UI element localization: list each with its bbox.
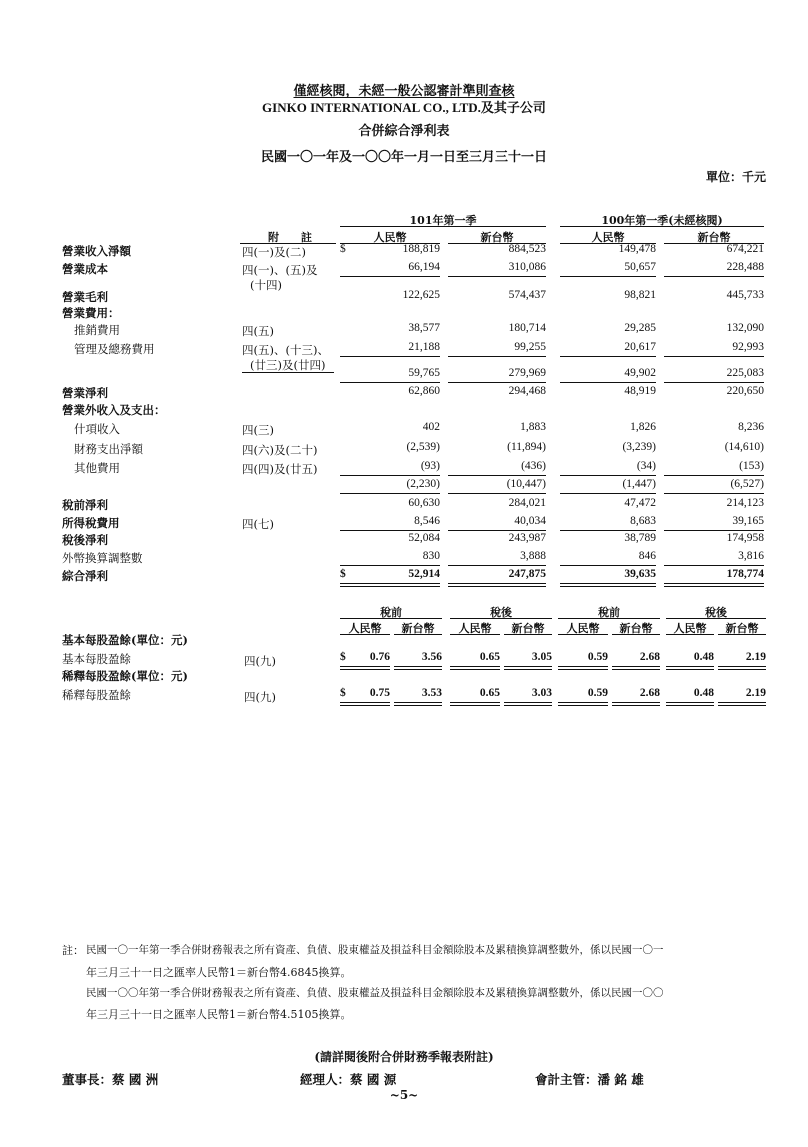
eps-cell: 3.05 [531, 651, 552, 663]
rule [340, 565, 440, 566]
cell: 21,188 [408, 341, 440, 353]
double-rule [558, 666, 608, 670]
cell: (93) [420, 460, 440, 472]
cell: 62,860 [408, 385, 440, 397]
cell: 50,657 [624, 261, 656, 273]
eps-col-rmb: 人民幣 [566, 622, 600, 635]
row-note-finance-cost: 四(六)及(二十) [242, 443, 318, 457]
statement-period: 民國一〇一年及一〇〇年一月一日至三月三十一日 [260, 150, 547, 165]
group-100-rule [560, 226, 764, 227]
group-101-rule [340, 226, 546, 227]
eps-col-rmb: 人民幣 [348, 622, 382, 635]
rule [340, 475, 440, 476]
cell: 149,478 [618, 243, 656, 255]
eps-group-aftertax-100: 稅後 [705, 606, 727, 619]
cell: 29,285 [624, 322, 656, 334]
cell: 884,523 [508, 243, 546, 255]
cell: 310,086 [508, 261, 546, 273]
rule [612, 634, 660, 635]
currency-symbol: $ [340, 687, 346, 699]
cell: (34) [636, 460, 656, 472]
rule [666, 634, 714, 635]
eps-cell: 3.56 [421, 651, 442, 663]
cell: 8,683 [630, 515, 656, 527]
eps-diluted-label: 稀釋每股盈餘 [62, 688, 131, 702]
rule [448, 493, 546, 494]
double-rule [718, 702, 766, 706]
double-rule [450, 666, 500, 670]
eps-basic-label: 基本每股盈餘 [62, 652, 131, 666]
rule [664, 530, 764, 531]
cell: 20,617 [624, 341, 656, 353]
cell: 66,194 [408, 261, 440, 273]
cell: 98,821 [624, 289, 656, 301]
cell: 846 [638, 550, 656, 562]
col-header-ntd-101: 新台幣 [480, 231, 514, 244]
eps-cell: 0.59 [587, 687, 608, 699]
rule [340, 618, 442, 619]
eps-cell: 3.03 [531, 687, 552, 699]
row-note-selling: 四(五) [242, 324, 274, 338]
cell: 3,888 [520, 550, 546, 562]
rule [242, 372, 334, 373]
double-rule [664, 583, 764, 587]
double-rule [394, 666, 442, 670]
cell: 39,635 [624, 568, 656, 580]
row-label-opex: 營業費用： [62, 306, 120, 320]
eps-cell: 0.48 [693, 651, 714, 663]
cell: 3,816 [738, 550, 764, 562]
cell: 214,123 [726, 497, 764, 509]
cell: (10,447) [506, 478, 546, 490]
rule [560, 493, 656, 494]
rule [340, 382, 440, 383]
cell: (2,539) [406, 441, 440, 453]
row-label-selling: 推銷費用 [74, 323, 120, 337]
rule [448, 475, 546, 476]
cell: 52,914 [408, 568, 440, 580]
rule [340, 634, 390, 635]
eps-diluted-note: 四(九) [244, 690, 276, 704]
row-label-gross-profit: 營業毛利 [62, 290, 108, 304]
eps-cell: 3.53 [421, 687, 442, 699]
cell: 59,765 [408, 367, 440, 379]
statement-title: 合併綜合淨利表 [358, 124, 450, 139]
rule [340, 493, 440, 494]
currency-symbol: $ [340, 568, 346, 580]
rule [560, 356, 656, 357]
row-note-cost-2: (十四) [250, 278, 282, 292]
cell: 830 [422, 550, 440, 562]
signature-chairman: 董事長：蔡 國 洲 [62, 1072, 159, 1087]
eps-col-ntd: 新台幣 [401, 622, 435, 635]
rule [340, 530, 440, 531]
row-note-admin-2: (廿三)及(廿四) [250, 358, 326, 372]
row-label-admin: 管理及總務費用 [74, 342, 155, 356]
page-number: ~5~ [389, 1088, 419, 1102]
currency-symbol: $ [340, 243, 346, 255]
eps-col-rmb: 人民幣 [458, 622, 492, 635]
rule [450, 634, 500, 635]
rule [340, 356, 440, 357]
eps-cell: 2.68 [639, 687, 660, 699]
row-label-fx-adjustment: 外幣換算調整數 [62, 551, 143, 565]
rule [448, 356, 546, 357]
footnote-line-3: 民國一〇〇年第一季合併財務報表之所有資產、負債、股東權益及損益科目金額除股本及累積換算調整數外，係以民國一〇〇 [86, 987, 664, 999]
rule [448, 382, 546, 383]
row-label-other-expense: 其他費用 [74, 461, 120, 475]
rule [340, 276, 440, 277]
cell: 225,083 [726, 367, 764, 379]
cell: 243,987 [508, 532, 546, 544]
footnote-line-1: 民國一〇一年第一季合併財務報表之所有資產、負債、股東權益及損益科目金額除股本及累積換算調整數外，係以民國一〇一 [86, 944, 664, 956]
eps-basic-note: 四(九) [244, 654, 276, 668]
eps-diluted-heading: 稀釋每股盈餘(單位：元) [62, 669, 188, 683]
col-header-ntd-100: 新台幣 [697, 231, 731, 244]
eps-cell: 2.19 [745, 651, 766, 663]
rule [666, 618, 766, 619]
double-rule [558, 702, 608, 706]
eps-basic-heading: 基本每股盈餘(單位：元) [62, 633, 188, 647]
rule [664, 356, 764, 357]
cell: 48,919 [624, 385, 656, 397]
row-label-net-income: 稅後淨利 [62, 533, 108, 547]
cell: (2,230) [406, 478, 440, 490]
double-rule [504, 702, 552, 706]
rule [560, 382, 656, 383]
rule [664, 565, 764, 566]
cell: (6,527) [730, 478, 764, 490]
rule [560, 276, 656, 277]
double-rule [394, 702, 442, 706]
double-rule [340, 583, 440, 587]
cell: 674,221 [726, 243, 764, 255]
cell: 47,472 [624, 497, 656, 509]
eps-col-ntd: 新台幣 [511, 622, 545, 635]
double-rule [340, 666, 390, 670]
double-rule [612, 666, 660, 670]
eps-cell: 0.75 [369, 687, 390, 699]
cell: (153) [739, 460, 764, 472]
cell: 132,090 [726, 322, 764, 334]
rule [448, 530, 546, 531]
cell: 38,577 [408, 322, 440, 334]
cell: 228,488 [726, 261, 764, 273]
eps-cell: 0.59 [587, 651, 608, 663]
see-notes: (請詳閱後附合併財務季報表附註) [314, 1050, 494, 1064]
cell: 1,883 [520, 421, 546, 433]
cell: 220,650 [726, 385, 764, 397]
rule [394, 634, 442, 635]
cell: 39,165 [732, 515, 764, 527]
cell: 180,714 [508, 322, 546, 334]
row-label-finance-cost: 財務支出淨額 [74, 442, 143, 456]
cell: 174,958 [726, 532, 764, 544]
cell: 60,630 [408, 497, 440, 509]
cell: 402 [422, 421, 440, 433]
double-rule [666, 702, 714, 706]
row-note-other-expense: 四(四)及(廿五) [242, 462, 318, 476]
col-header-rmb-101: 人民幣 [373, 231, 407, 244]
rule [558, 634, 608, 635]
rule [448, 276, 546, 277]
currency-symbol: $ [340, 651, 346, 663]
cell: 92,993 [732, 341, 764, 353]
cell: 188,819 [402, 243, 440, 255]
eps-cell: 0.65 [479, 651, 500, 663]
cell: 8,546 [414, 515, 440, 527]
cell: 284,021 [508, 497, 546, 509]
cell: (3,239) [622, 441, 656, 453]
double-rule [448, 583, 546, 587]
row-label-comprehensive-income: 綜合淨利 [62, 569, 108, 583]
cell: (436) [521, 460, 546, 472]
eps-group-aftertax-101: 稅後 [490, 606, 512, 619]
rule [560, 565, 656, 566]
cell: (1,447) [622, 478, 656, 490]
eps-cell: 2.19 [745, 687, 766, 699]
col-header-rmb-100: 人民幣 [591, 231, 625, 244]
rule [558, 618, 660, 619]
row-note-admin: 四(五)、(十三)、 [242, 343, 329, 357]
row-label-cost: 營業成本 [62, 262, 108, 276]
cell: 8,236 [738, 421, 764, 433]
eps-cell: 2.68 [639, 651, 660, 663]
company-name: GINKO INTERNATIONAL CO., LTD.及其子公司 [262, 100, 546, 115]
eps-group-pretax-100: 稅前 [598, 606, 620, 619]
double-rule [504, 666, 552, 670]
eps-col-ntd: 新台幣 [725, 622, 759, 635]
notes-column-header: 附 註 [268, 231, 312, 244]
column-group-100: 100年第一季(未經核閱) [601, 214, 723, 227]
rule [664, 475, 764, 476]
cell: 38,789 [624, 532, 656, 544]
eps-cell: 0.48 [693, 687, 714, 699]
signature-accountant: 會計主管：潘 銘 雄 [535, 1072, 644, 1087]
row-note-income-tax: 四(七) [242, 517, 274, 531]
rule [664, 382, 764, 383]
row-note-revenue: 四(一)及(二) [242, 245, 306, 259]
rule [560, 530, 656, 531]
cell: 122,625 [402, 289, 440, 301]
double-rule [560, 583, 656, 587]
cell: 294,468 [508, 385, 546, 397]
cell: 445,733 [726, 289, 764, 301]
review-note: 僅經核閱，未經一般公認審計準則查核 [293, 84, 515, 99]
double-rule [718, 666, 766, 670]
rule [504, 634, 552, 635]
double-rule [340, 702, 390, 706]
row-note-misc-income: 四(三) [242, 423, 274, 437]
column-group-101: 101年第一季 [409, 214, 477, 227]
row-note-cost: 四(一)、(五)及 [242, 263, 318, 277]
rule [664, 276, 764, 277]
signature-manager: 經理人：蔡 國 源 [300, 1072, 397, 1087]
cell: 574,437 [508, 289, 546, 301]
cell: 40,034 [514, 515, 546, 527]
cell: 178,774 [726, 568, 764, 580]
double-rule [450, 702, 500, 706]
footnote-line-2: 年三月三十一日之匯率人民幣1＝新台幣4.6845換算。 [86, 966, 352, 979]
row-label-misc-income: 什項收入 [74, 422, 120, 436]
cell: 99,255 [514, 341, 546, 353]
rule [560, 475, 656, 476]
cell: 52,084 [408, 532, 440, 544]
row-label-revenue: 營業收入淨額 [62, 244, 131, 258]
row-label-pretax-income: 稅前淨利 [62, 498, 108, 512]
eps-cell: 0.65 [479, 687, 500, 699]
cell: (11,894) [507, 441, 546, 453]
eps-col-ntd: 新台幣 [619, 622, 653, 635]
eps-cell: 0.76 [369, 651, 390, 663]
unit-label: 單位：千元 [705, 170, 766, 184]
cell: 49,902 [624, 367, 656, 379]
footnote-prefix: 註： [62, 944, 84, 957]
cell: 279,969 [508, 367, 546, 379]
rule [664, 493, 764, 494]
eps-col-rmb: 人民幣 [673, 622, 707, 635]
double-rule [666, 666, 714, 670]
eps-group-pretax-101: 稅前 [380, 606, 402, 619]
rule [448, 565, 546, 566]
row-label-income-tax: 所得稅費用 [62, 516, 120, 530]
rule [450, 618, 552, 619]
row-label-non-operating: 營業外收入及支出： [62, 403, 166, 417]
footnote-line-4: 年三月三十一日之匯率人民幣1＝新台幣4.5105換算。 [86, 1008, 352, 1021]
cell: (14,610) [724, 441, 764, 453]
rule [718, 634, 766, 635]
row-label-operating-income: 營業淨利 [62, 386, 108, 400]
double-rule [612, 702, 660, 706]
cell: 247,875 [508, 568, 546, 580]
cell: 1,826 [630, 421, 656, 433]
